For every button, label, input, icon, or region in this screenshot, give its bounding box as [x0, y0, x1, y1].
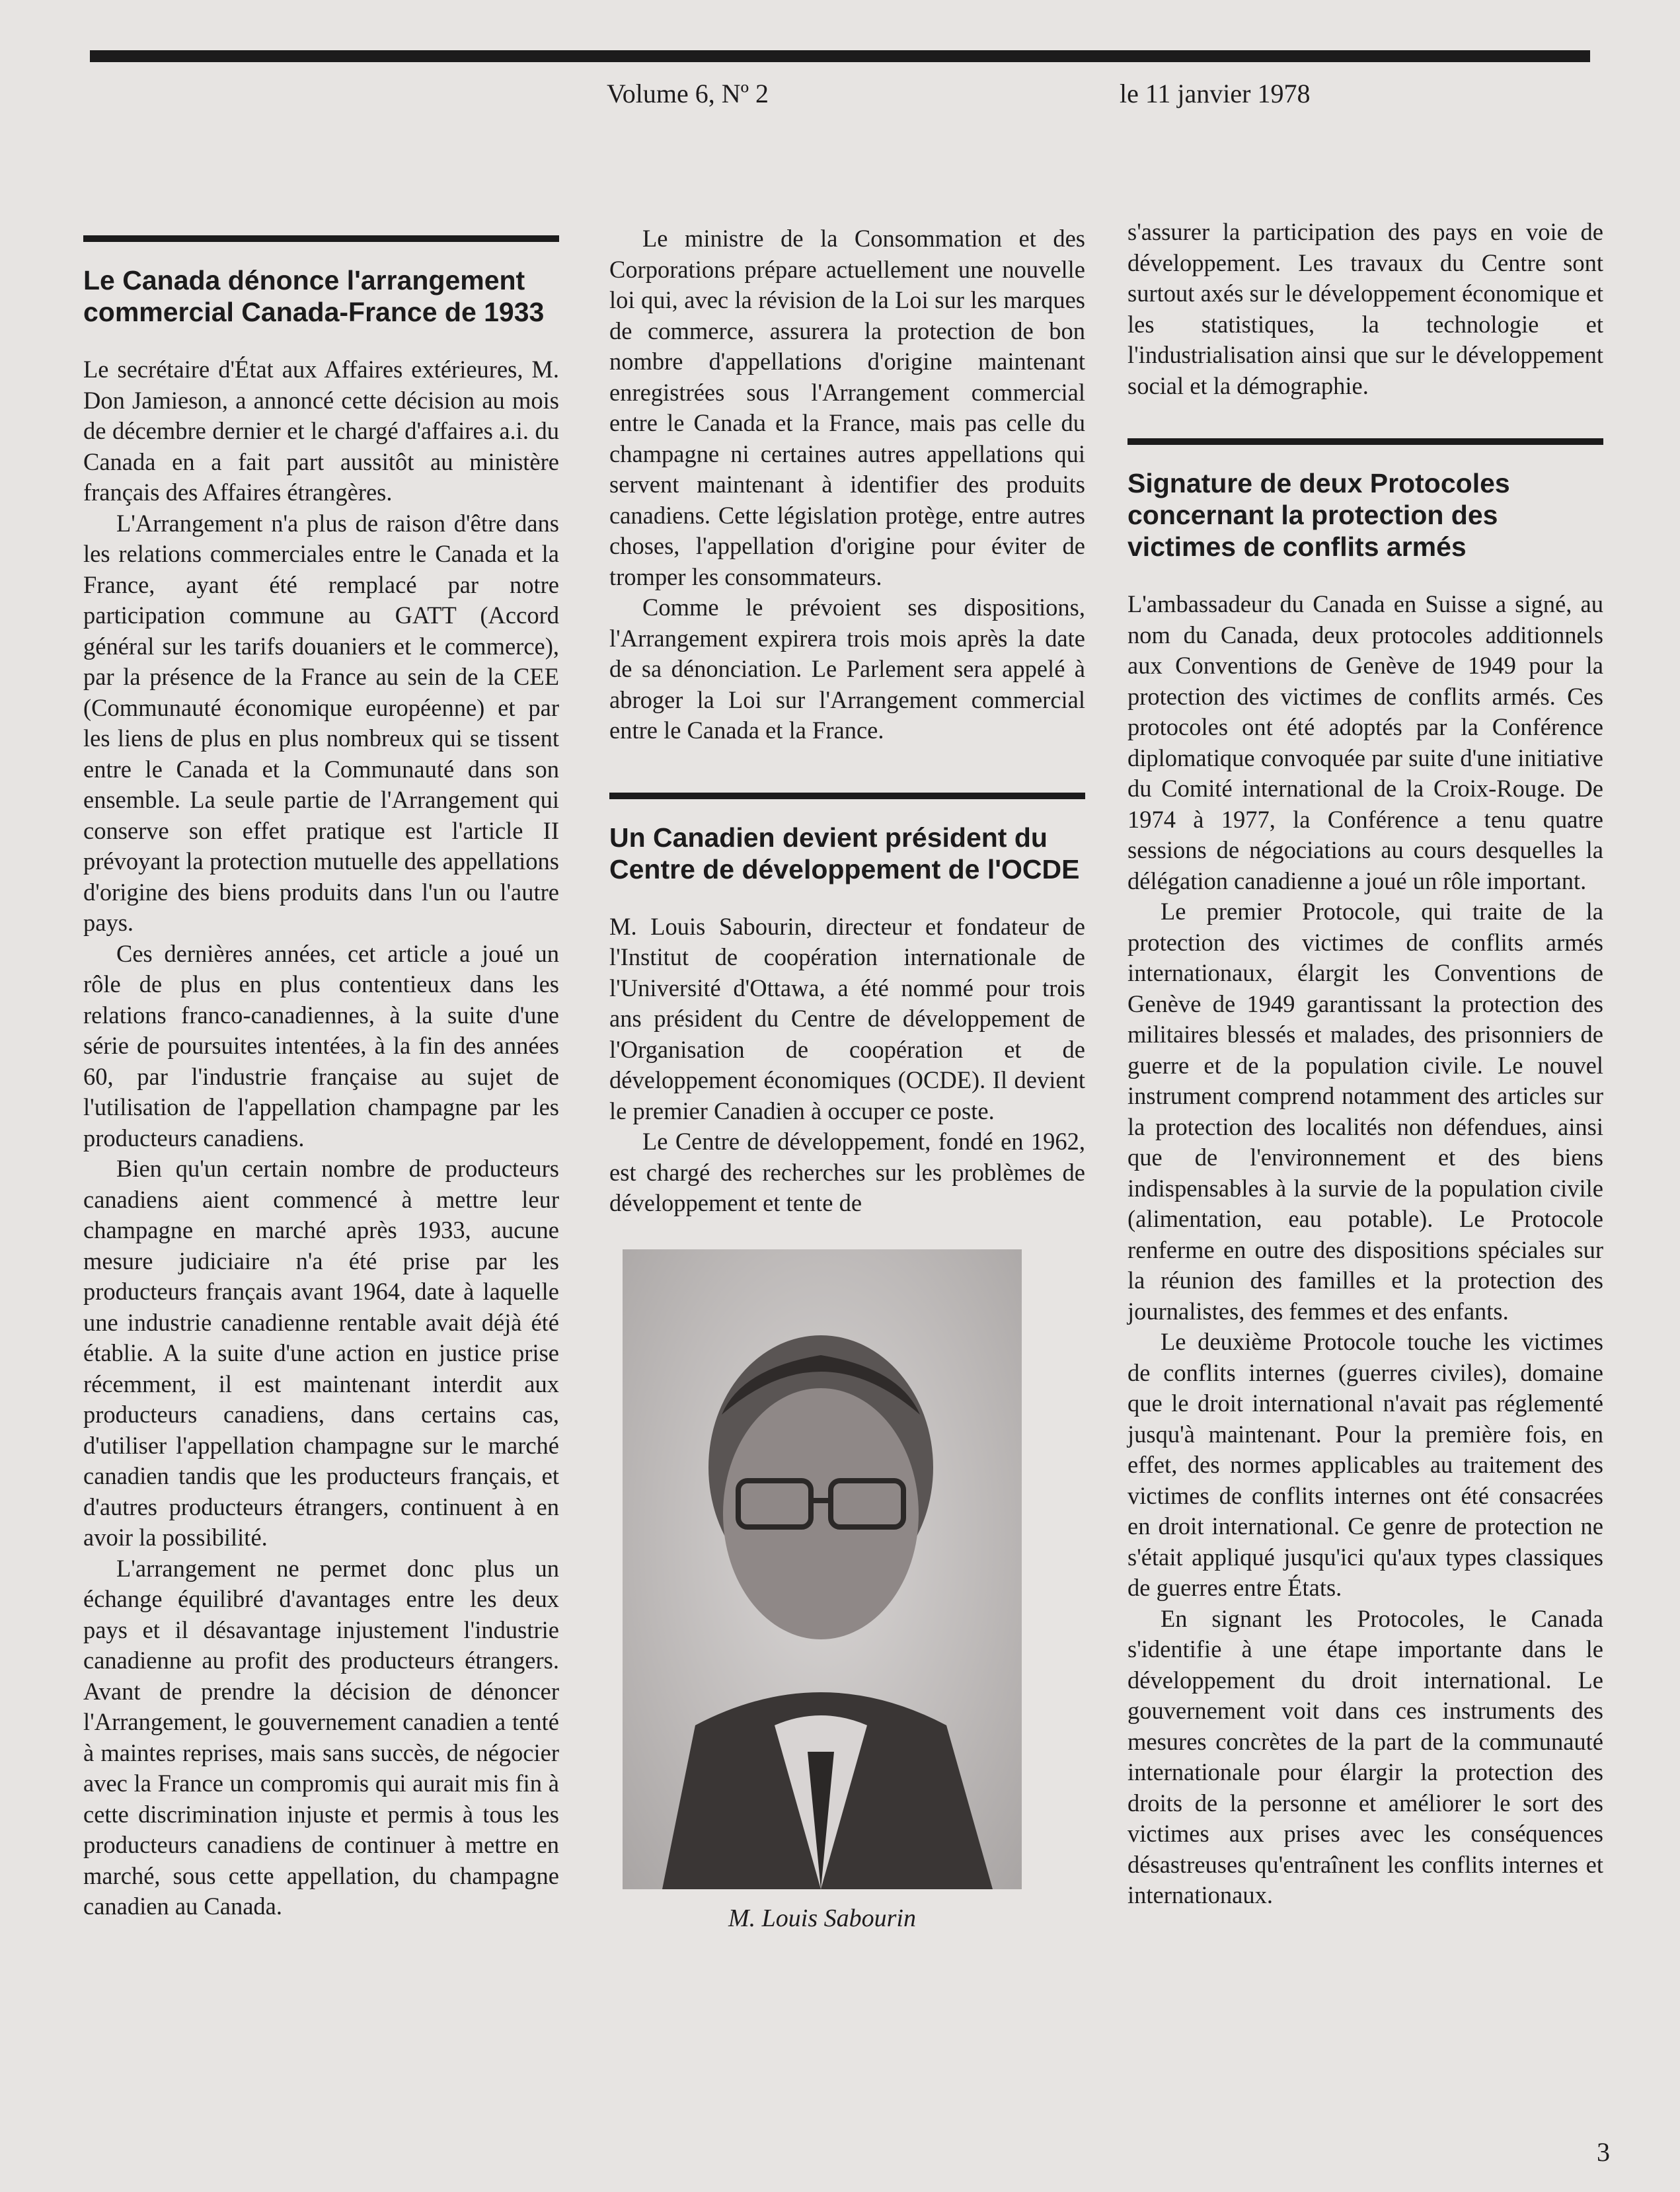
volume-number: Volume 6, Nº 2 — [607, 79, 769, 108]
article-paragraph: Le ministre de la Consommation et des Corporations prépare actuellement une nouvelle loi qui, avec la révision de la Loi sur les marques de commerce, assurera la protection de bon nombre d'appellations d'origine maintenant enregistrées sous l'Arrangement commercial entre le Canada et la France, mais pas celle du champagne ni certaines autres appellations qui servent maintenant à identifier des produits canadiens. Cette législation protège, entre autres choses, l'appellation d'origine pour éviter de tromper les consommateurs. — [609, 225, 1085, 590]
article-paragraph: Le Centre de développement, fondé en 1962, est chargé des recherches sur les problèmes de développement et tente de — [609, 1128, 1085, 1216]
article-paragraph: Comme le prévoient ses dispositions, l'Arrangement expirera trois mois après la date de sa dénonciation. Le Parlement sera appelé à abroger la Loi sur l'Arrangement commercial entre le Canada et la France. — [609, 594, 1085, 744]
top-rule — [90, 50, 1590, 62]
article-paragraph: L'Arrangement n'a plus de raison d'être dans les relations commerciales entre le Canada et la France, ayant été remplacé par notre participation commune au GATT (Accord général sur les tarifs douaniers et le commerce), par la présence de la France au sein de la CEE (Communauté économique européenne) et par les liens de plus en plus nombreux qui se tissent entre le Canada et la Communauté dans son ensemble. La seule partie de l'Arrangement qui conserve son effet pratique est l'article II prévoyant la protection mutuelle des appellations d'origine des biens produits dans l'un ou l'autre pays. — [83, 509, 559, 936]
issue-date: le 11 janvier 1978 — [1120, 79, 1311, 108]
article-paragraph: L'arrangement ne permet donc plus un échange équilibré d'avantages entre les deux pays et il désavantage injustement l'industrie canadienne au profit des producteurs étrangers. Avant de prendre la décision de dénoncer l'Arrangement, le gouvernement canadien a tenté à maintes reprises, mais sans succès, de négocier avec la France un compromis qui aurait mis fin à cette discrimination injuste et permis à tous les producteurs canadiens de continuer à mettre en marché, sous cette appellation, du champagne canadien au Canada. — [83, 1554, 559, 1920]
article-paragraph: Ces dernières années, cet article a joué un rôle de plus en plus contentieux dans les relations franco-canadiennes, à la suite d'une série de poursuites intentées, à la fin des années 60, par l'industrie française au sujet de l'utilisation de l'appellation champagne par les producteurs canadiens. — [83, 939, 559, 1152]
article-paragraph: M. Louis Sabourin, directeur et fondateur de l'Institut de coopération internationale de l'Université d'Ottawa, a été nommé pour trois ans président du Centre de développement de l'Organisation de coopération et de développement économiques (OCDE). Il devient le premier Canadien à occuper ce poste. — [609, 912, 1085, 1124]
article-title: Le Canada dénonce l'arrangement commercial Canada-France de 1933 — [83, 265, 545, 327]
portrait-photo — [623, 1249, 1022, 1889]
section-rule — [609, 793, 1085, 799]
article-paragraph: Bien qu'un certain nombre de producteurs canadiens aient commencé à mettre leur champagne en marché après 1933, aucune mesure judiciaire n'a été prise par les producteurs français avant 1964, date à laquelle une industrie canadienne rentable avait déjà été établie. A la suite d'une action en justice prise récemment, il est maintenant interdit aux producteurs canadiens, dans certains cas, d'utiliser l'appellation champagne sur le marché canadien tandis que les producteurs français, et d'autres producteurs étrangers, continuent à en avoir la possibilité. — [83, 1155, 559, 1551]
article-paragraph: Le premier Protocole, qui traite de la protection des victimes de conflits armés internationaux, élargit les Conventions de Genève de 1949 garantissant la protection des militaires blessés et malades, des prisonniers de guerre et de la population civile. Le nouvel instrument comprend notamment des articles sur la protection des localités non défendues, ainsi que de l'environnement et des biens indispensables à la survie de la population civile (alimentation, eau potable). Le Protocole renferme en outre des dispositions spéciales sur la réunion des familles et la protection des journalistes, des femmes et des enfants. — [1127, 898, 1603, 1325]
portrait-icon — [623, 1249, 1022, 1889]
section-rule — [83, 235, 559, 242]
page-number: 3 — [1597, 2137, 1610, 2167]
article-title: Signature de deux Protocoles concernant la protection des victimes de conflits armés — [1127, 468, 1510, 562]
column-1 — [83, 235, 559, 1922]
article-paragraph: Le secrétaire d'État aux Affaires extérieures, M. Don Jamieson, a annoncé cette décision au mois de décembre dernier et le chargé d'affaires a.i. du Canada en a fait part aussitôt au ministère français des Affaires étrangères. — [83, 356, 559, 506]
article-paragraph: Le deuxième Protocole touche les victimes de conflits internes (guerres civiles), domaine que le droit international n'avait pas réglementé jusqu'à maintenant. Pour la première fois, en effet, des normes applicables au traitement des victimes de conflits internes ont été consacrées en droit international. Ce genre de protection ne s'était appliqué jusqu'ici qu'aux types classiques de guerres entre États. — [1127, 1328, 1603, 1601]
column-2 — [609, 223, 1085, 1933]
article-paragraph: En signant les Protocoles, le Canada s'identifie à une étape importante dans le développement du droit international. Le gouvernement voit dans ces instruments des mesures concrètes de la part de la communauté internationale pour élargir la protection des droits de la personne et améliorer le sort des victimes aux prises avec les conséquences désastreuses qu'entraînent les conflits internes et internationaux. — [1127, 1604, 1603, 1908]
column-3 — [1127, 217, 1603, 1911]
photo-caption: M. Louis Sabourin — [728, 1904, 916, 1932]
article-title: Un Canadien devient président du Centre de développement de l'OCDE — [609, 822, 1080, 884]
section-rule — [1127, 438, 1603, 445]
article-paragraph: s'assurer la participation des pays en voie de développement. Les travaux du Centre sont surtout axés sur le développement économique et les statistiques, la technologie et l'industrialisation ainsi que sur le développement social et la démographie. — [1127, 218, 1603, 399]
article-paragraph: L'ambassadeur du Canada en Suisse a signé, au nom du Canada, deux protocoles additionnels aux Conventions de Genève de 1949 pour la protection des victimes de conflits armés. Ces protocoles ont été adoptés par la Conférence diplomatique convoquée par suite d'une initiative du Comité international de la Croix-Rouge. De 1974 à 1977, la Conférence a tenu quatre sessions de négociations au cours desquelles la délégation canadienne a joué un rôle important. — [1127, 590, 1603, 894]
